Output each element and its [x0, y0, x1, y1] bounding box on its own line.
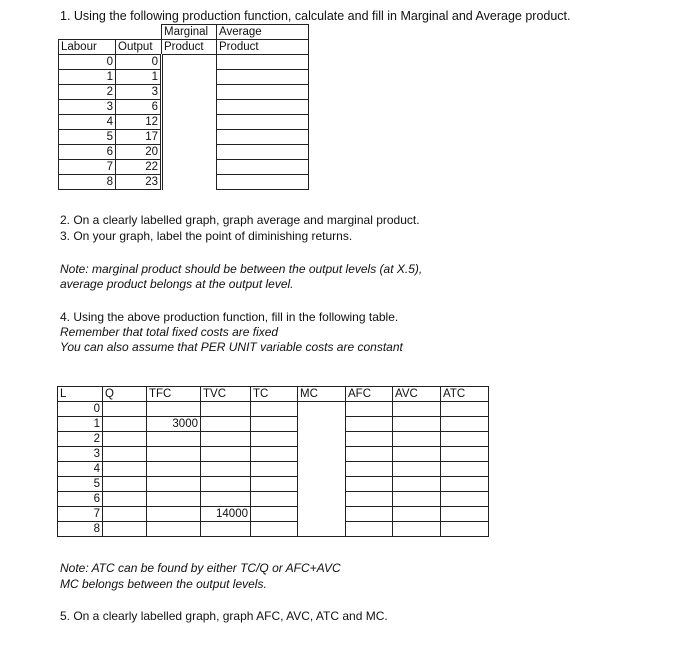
mp-gap: [162, 70, 217, 85]
labour-cell: 4: [59, 115, 116, 130]
note2-line1: Note: ATC can be found by either TC/Q or AFC+AVC: [60, 561, 341, 575]
cell: [346, 522, 393, 537]
q2-text: 2. On a clearly labelled graph, graph average and marginal product.: [60, 213, 420, 227]
q-cell: 4: [58, 462, 103, 477]
mp-gap: [162, 85, 217, 100]
ap-cell: [217, 160, 309, 175]
labour-cell: 7: [59, 160, 116, 175]
ap-cell: [217, 130, 309, 145]
output-cell: 23: [116, 175, 162, 190]
cell: [393, 462, 441, 477]
table-row: [59, 175, 309, 190]
table-row: [58, 402, 489, 417]
q-cell: 2: [58, 432, 103, 447]
ap-cell: [217, 100, 309, 115]
q5-text: 5. On a clearly labelled graph, graph AFC, AVC, ATC and MC.: [60, 609, 388, 623]
cell: [103, 402, 147, 417]
cell: [393, 432, 441, 447]
table-row: [58, 447, 489, 462]
cell: [441, 432, 489, 447]
header-average: Average: [217, 25, 309, 40]
cell: [346, 462, 393, 477]
mc-gap: [298, 402, 346, 417]
cell: [103, 432, 147, 447]
cell: [393, 492, 441, 507]
cell: [441, 492, 489, 507]
cell: [393, 447, 441, 462]
cell: [103, 447, 147, 462]
production-table-header-row-1: [59, 25, 309, 40]
output-cell: 17: [116, 130, 162, 145]
header-q: Q: [103, 387, 147, 402]
note1-line2: average product belongs at the output level.: [60, 277, 294, 291]
mp-gap: [162, 145, 217, 160]
table-row: [59, 85, 309, 100]
cell: [441, 462, 489, 477]
cell: [201, 477, 251, 492]
cell: [147, 522, 201, 537]
table-row: [59, 55, 309, 70]
cell: [251, 477, 298, 492]
cell: [147, 432, 201, 447]
labour-cell: 2: [59, 85, 116, 100]
table-row: [58, 522, 489, 537]
q-cell: 3: [58, 447, 103, 462]
cell: [393, 477, 441, 492]
production-table: [58, 24, 309, 190]
cost-table-header-row: [58, 387, 489, 402]
note2-line2: MC belongs between the output levels.: [60, 577, 267, 591]
cell: [103, 522, 147, 537]
cell: [251, 507, 298, 522]
mc-gap: [298, 462, 346, 477]
header-tfc: TFC: [147, 387, 201, 402]
header-avc: AVC: [393, 387, 441, 402]
table-row: [59, 145, 309, 160]
q4-line2: Remember that total fixed costs are fixed: [60, 325, 279, 339]
table-row: [58, 417, 489, 432]
mc-gap: [298, 522, 346, 537]
header-mc: MC: [298, 387, 346, 402]
cell: [147, 462, 201, 477]
cell: [147, 477, 201, 492]
cell: [346, 417, 393, 432]
q3-text: 3. On your graph, label the point of diminishing returns.: [60, 229, 353, 243]
cell: [103, 417, 147, 432]
tfc-value: 3000: [147, 417, 201, 432]
header-output: Output: [116, 40, 162, 55]
cell: [251, 417, 298, 432]
cell: [251, 447, 298, 462]
cell: [201, 402, 251, 417]
q-cell: 5: [58, 477, 103, 492]
table-row: [58, 477, 489, 492]
mp-gap: [162, 175, 217, 190]
table-row: [58, 507, 489, 522]
header-tvc: TVC: [201, 387, 251, 402]
q-cell: 1: [58, 417, 103, 432]
cell: [346, 477, 393, 492]
header-tc: TC: [251, 387, 298, 402]
cell: [201, 522, 251, 537]
output-cell: 1: [116, 70, 162, 85]
mc-gap: [298, 447, 346, 462]
cell: [147, 507, 201, 522]
q-cell: 8: [58, 522, 103, 537]
q1-title: 1. Using the following production function, calculate and fill in Marginal and Average product.: [60, 9, 571, 23]
header-product: Product: [217, 40, 309, 55]
cell: [103, 462, 147, 477]
output-cell: 12: [116, 115, 162, 130]
q4-line1: 4. Using the above production function, fill in the following table.: [60, 310, 399, 324]
cell: [147, 492, 201, 507]
mp-gap: [162, 160, 217, 175]
header-labour: Labour: [59, 40, 116, 55]
cell: [346, 402, 393, 417]
cell: [201, 417, 251, 432]
output-cell: 22: [116, 160, 162, 175]
output-cell: 20: [116, 145, 162, 160]
cell: [393, 522, 441, 537]
cell: [441, 402, 489, 417]
table-row: [58, 462, 489, 477]
note1-line1: Note: marginal product should be between the output levels (at X.5),: [60, 262, 423, 276]
tvc-value: 14000: [201, 507, 251, 522]
mc-gap: [298, 417, 346, 432]
cell: [346, 507, 393, 522]
header-l: L: [58, 387, 103, 402]
table-row: [59, 70, 309, 85]
table-row: [59, 115, 309, 130]
labour-cell: 0: [59, 55, 116, 70]
cell: [103, 477, 147, 492]
output-cell: 6: [116, 100, 162, 115]
mp-gap: [162, 115, 217, 130]
ap-cell: [217, 70, 309, 85]
header-marginal: Marginal: [162, 25, 217, 40]
cell: [441, 447, 489, 462]
q-cell: 6: [58, 492, 103, 507]
output-cell: 0: [116, 55, 162, 70]
table-row: [59, 100, 309, 115]
cell: [103, 492, 147, 507]
cell: [201, 492, 251, 507]
production-table-header-row-2: [59, 40, 309, 55]
ap-cell: [217, 115, 309, 130]
cell: [346, 447, 393, 462]
cell: [147, 402, 201, 417]
cell: [251, 492, 298, 507]
cell: [346, 492, 393, 507]
table-row: [58, 432, 489, 447]
table-row: [59, 160, 309, 175]
cell: [441, 522, 489, 537]
header-blank: [116, 25, 162, 40]
cell: [393, 402, 441, 417]
cell: [251, 522, 298, 537]
mp-gap: [162, 100, 217, 115]
header-atc: ATC: [441, 387, 489, 402]
cell: [201, 432, 251, 447]
mp-gap: [162, 55, 217, 70]
table-row: [58, 492, 489, 507]
cell: [441, 417, 489, 432]
header-product: Product: [162, 40, 217, 55]
table-row: [59, 130, 309, 145]
labour-cell: 1: [59, 70, 116, 85]
header-afc: AFC: [346, 387, 393, 402]
mc-gap: [298, 432, 346, 447]
ap-cell: [217, 175, 309, 190]
header-blank: [59, 25, 116, 40]
mc-gap: [298, 477, 346, 492]
cell: [251, 432, 298, 447]
cell: [201, 462, 251, 477]
mp-gap: [162, 130, 217, 145]
ap-cell: [217, 55, 309, 70]
labour-cell: 3: [59, 100, 116, 115]
labour-cell: 5: [59, 130, 116, 145]
cell: [251, 462, 298, 477]
cell: [251, 402, 298, 417]
labour-cell: 6: [59, 145, 116, 160]
cell: [393, 417, 441, 432]
mc-gap: [298, 492, 346, 507]
cell: [103, 507, 147, 522]
q-cell: 0: [58, 402, 103, 417]
cell: [393, 507, 441, 522]
labour-cell: 8: [59, 175, 116, 190]
q4-line3: You can also assume that PER UNIT variable costs are constant: [60, 340, 403, 354]
ap-cell: [217, 145, 309, 160]
cell: [441, 477, 489, 492]
cell: [147, 447, 201, 462]
q-cell: 7: [58, 507, 103, 522]
cost-table: [57, 386, 489, 537]
cell: [441, 507, 489, 522]
output-cell: 3: [116, 85, 162, 100]
ap-cell: [217, 85, 309, 100]
cell: [346, 432, 393, 447]
mc-gap: [298, 507, 346, 522]
cell: [201, 447, 251, 462]
